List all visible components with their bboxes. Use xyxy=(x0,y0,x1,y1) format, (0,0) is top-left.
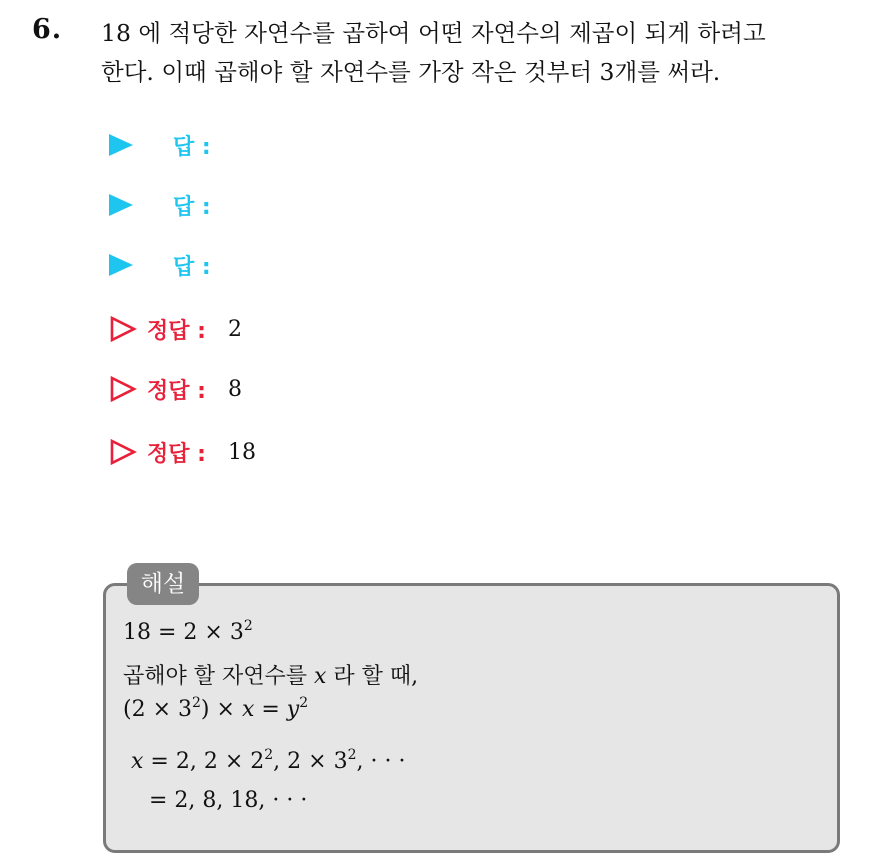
variable: x xyxy=(314,664,327,689)
variable: y xyxy=(286,697,300,722)
solution-label: 정답 : xyxy=(147,378,206,404)
variable: x xyxy=(131,749,144,774)
answer-prompt-2[interactable] xyxy=(109,189,211,221)
question-line-2: 한다. 이때 곱해야 할 자연수를 가장 작은 것부터 3개를 써라. xyxy=(101,58,721,86)
solution-label: 정답 : xyxy=(147,318,206,344)
explanation-text: 곱해야 할 자연수를 xyxy=(123,664,314,689)
question-text xyxy=(101,14,871,92)
play-triangle-icon xyxy=(109,194,133,216)
variable: x xyxy=(241,697,255,722)
answer-label: 답 : xyxy=(173,254,211,280)
expression-text: , 2 × 3 xyxy=(273,749,348,774)
solution-value: 2 xyxy=(227,316,242,342)
play-triangle-icon xyxy=(109,254,133,276)
explanation-text: 라 할 때, xyxy=(326,664,419,689)
exponent: 2 xyxy=(347,747,357,763)
play-triangle-icon xyxy=(109,134,133,156)
expression-text: = 2, 2 × 2 xyxy=(143,749,265,774)
answer-label: 답 : xyxy=(173,134,211,160)
exponent: 2 xyxy=(192,695,201,711)
expression-text: 18 = 2 × 3 xyxy=(123,620,244,645)
outline-triangle-icon xyxy=(109,375,137,403)
expression-text: = 2, 8, 18, · · · xyxy=(149,788,308,813)
question-number: 6. xyxy=(32,14,63,45)
solution-value: 18 xyxy=(227,439,256,465)
answer-prompt-1[interactable] xyxy=(109,129,211,161)
outline-triangle-icon xyxy=(109,438,137,466)
expression-text: , · · · xyxy=(356,749,406,774)
exponent: 2 xyxy=(264,747,274,763)
explanation-line-1 xyxy=(123,620,253,645)
solution-label: 정답 : xyxy=(147,441,206,467)
exponent: 2 xyxy=(243,618,253,634)
explanation-line-3 xyxy=(123,697,308,722)
answer-prompt-3[interactable] xyxy=(109,249,211,281)
expression-text: (2 × 3 xyxy=(123,697,192,722)
exponent: 2 xyxy=(299,695,309,711)
expression-text: ) × xyxy=(200,697,242,722)
solution-row-2 xyxy=(109,372,242,406)
explanation-line-2 xyxy=(123,659,418,690)
solution-value: 8 xyxy=(227,376,242,402)
question-line-1: 18 에 적당한 자연수를 곱하여 어떤 자연수의 제곱이 되게 하려고 xyxy=(101,19,766,47)
outline-triangle-icon xyxy=(109,315,137,343)
solution-row-1 xyxy=(109,312,242,346)
expression-text: = xyxy=(254,697,287,722)
explanation-line-4 xyxy=(131,749,405,774)
explanation-tag: 해설 xyxy=(127,563,199,605)
solution-row-3 xyxy=(109,435,256,469)
explanation-line-5 xyxy=(149,788,307,813)
answer-label: 답 : xyxy=(173,194,211,220)
